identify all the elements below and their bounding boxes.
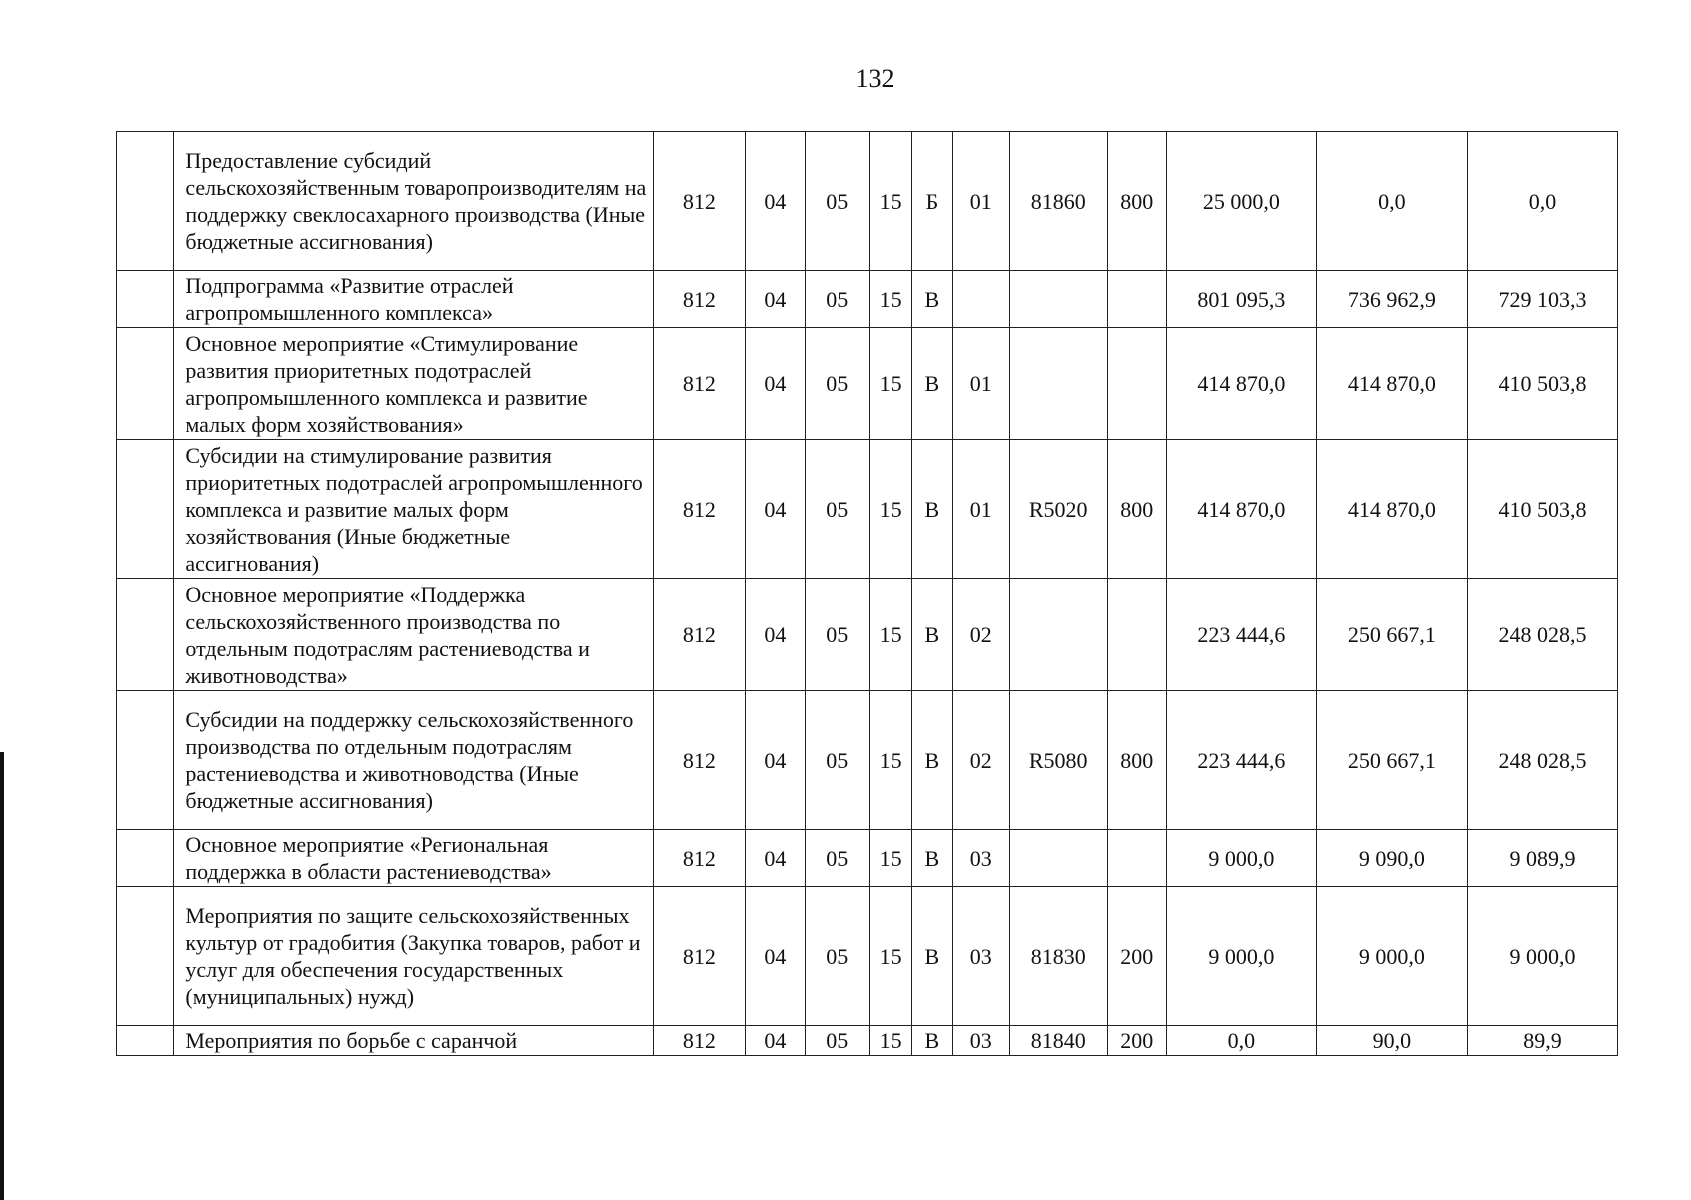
amount-year3-cell: 9 000,0: [1467, 887, 1617, 1026]
amount-year3-cell: 0,0: [1467, 132, 1617, 271]
section-code-cell: 04: [746, 691, 805, 830]
subsection-code-cell: 05: [805, 132, 869, 271]
expense-type-cell: [1107, 579, 1166, 691]
activity-code-cell: 02: [952, 579, 1009, 691]
subprogram-code-cell: Б: [912, 132, 952, 271]
amount-year2-cell: 414 870,0: [1316, 440, 1467, 579]
direction-code-cell: 81830: [1009, 887, 1107, 1026]
activity-code-cell: 01: [952, 132, 1009, 271]
amount-year2-cell: 90,0: [1316, 1026, 1467, 1056]
scan-edge-mark: [0, 752, 4, 1200]
subprogram-code-cell: В: [912, 440, 952, 579]
section-code-cell: 04: [746, 830, 805, 887]
direction-code-cell: R5080: [1009, 691, 1107, 830]
subprogram-code-cell: В: [912, 579, 952, 691]
budget-table: [116, 131, 1618, 1056]
amount-year1-cell: 223 444,6: [1166, 691, 1316, 830]
activity-code-cell: 03: [952, 1026, 1009, 1056]
subsection-code-cell: 05: [805, 691, 869, 830]
amount-year1-cell: 414 870,0: [1166, 440, 1316, 579]
direction-code-cell: [1009, 579, 1107, 691]
section-code-cell: 04: [746, 1026, 805, 1056]
amount-year1-cell: 0,0: [1166, 1026, 1316, 1056]
program-code-cell: 15: [869, 271, 911, 328]
amount-year3-cell: 9 089,9: [1467, 830, 1617, 887]
ministry-code-cell: 812: [653, 691, 746, 830]
row-number-cell: [117, 132, 174, 271]
subprogram-code-cell: В: [912, 1026, 952, 1056]
expense-type-cell: 800: [1107, 440, 1166, 579]
table-row: [117, 271, 1618, 328]
row-number-cell: [117, 579, 174, 691]
row-number-cell: [117, 887, 174, 1026]
expense-type-cell: [1107, 328, 1166, 440]
activity-code-cell: 03: [952, 887, 1009, 1026]
row-name-cell: Предоставление субсидий сельскохозяйственным товаропроизводителям на поддержку свеклосахарного производства (Иные бюджетные ассигнования): [174, 132, 653, 271]
expense-type-cell: [1107, 271, 1166, 328]
amount-year2-cell: 736 962,9: [1316, 271, 1467, 328]
subprogram-code-cell: В: [912, 691, 952, 830]
activity-code-cell: 01: [952, 440, 1009, 579]
activity-code-cell: 01: [952, 328, 1009, 440]
program-code-cell: 15: [869, 830, 911, 887]
row-name-cell: Основное мероприятие «Поддержка сельскохозяйственного производства по отдельным подотраслям растениеводства и животноводства»: [174, 579, 653, 691]
subprogram-code-cell: В: [912, 271, 952, 328]
amount-year1-cell: 9 000,0: [1166, 830, 1316, 887]
program-code-cell: 15: [869, 579, 911, 691]
activity-code-cell: [952, 271, 1009, 328]
direction-code-cell: [1009, 830, 1107, 887]
amount-year1-cell: 801 095,3: [1166, 271, 1316, 328]
amount-year1-cell: 223 444,6: [1166, 579, 1316, 691]
amount-year2-cell: 250 667,1: [1316, 691, 1467, 830]
table-row: [117, 887, 1618, 1026]
table-row: [117, 830, 1618, 887]
row-number-cell: [117, 691, 174, 830]
ministry-code-cell: 812: [653, 132, 746, 271]
row-name-cell: Основное мероприятие «Региональная поддержка в области растениеводства»: [174, 830, 653, 887]
section-code-cell: 04: [746, 887, 805, 1026]
section-code-cell: 04: [746, 579, 805, 691]
subprogram-code-cell: В: [912, 830, 952, 887]
table-row: [117, 1026, 1618, 1056]
activity-code-cell: 02: [952, 691, 1009, 830]
section-code-cell: 04: [746, 132, 805, 271]
amount-year1-cell: 25 000,0: [1166, 132, 1316, 271]
amount-year3-cell: 729 103,3: [1467, 271, 1617, 328]
subsection-code-cell: 05: [805, 887, 869, 1026]
section-code-cell: 04: [746, 328, 805, 440]
budget-table-body: [117, 132, 1618, 1056]
section-code-cell: 04: [746, 440, 805, 579]
table-row: [117, 440, 1618, 579]
amount-year3-cell: 248 028,5: [1467, 579, 1617, 691]
program-code-cell: 15: [869, 691, 911, 830]
amount-year3-cell: 410 503,8: [1467, 328, 1617, 440]
subsection-code-cell: 05: [805, 440, 869, 579]
amount-year2-cell: 414 870,0: [1316, 328, 1467, 440]
subprogram-code-cell: В: [912, 328, 952, 440]
subsection-code-cell: 05: [805, 271, 869, 328]
section-code-cell: 04: [746, 271, 805, 328]
ministry-code-cell: 812: [653, 579, 746, 691]
ministry-code-cell: 812: [653, 830, 746, 887]
expense-type-cell: 200: [1107, 887, 1166, 1026]
amount-year2-cell: 9 000,0: [1316, 887, 1467, 1026]
row-name-cell: Мероприятия по защите сельскохозяйственных культур от градобития (Закупка товаров, работ и услуг для обеспечения государственных (муниципальных) нужд): [174, 887, 653, 1026]
amount-year3-cell: 410 503,8: [1467, 440, 1617, 579]
amount-year3-cell: 89,9: [1467, 1026, 1617, 1056]
table-row: [117, 132, 1618, 271]
subsection-code-cell: 05: [805, 1026, 869, 1056]
table-row: [117, 328, 1618, 440]
page-number: 132: [855, 64, 895, 93]
expense-type-cell: 200: [1107, 1026, 1166, 1056]
subsection-code-cell: 05: [805, 579, 869, 691]
program-code-cell: 15: [869, 1026, 911, 1056]
row-number-cell: [117, 328, 174, 440]
row-name-cell: Субсидии на стимулирование развития приоритетных подотраслей агропромышленного комплекса и развитие малых форм хозяйствования (Иные бюджетные ассигнования): [174, 440, 653, 579]
row-number-cell: [117, 830, 174, 887]
direction-code-cell: [1009, 328, 1107, 440]
direction-code-cell: R5020: [1009, 440, 1107, 579]
amount-year1-cell: 9 000,0: [1166, 887, 1316, 1026]
row-number-cell: [117, 271, 174, 328]
program-code-cell: 15: [869, 887, 911, 1026]
table-row: [117, 579, 1618, 691]
table-row: [117, 691, 1618, 830]
ministry-code-cell: 812: [653, 328, 746, 440]
amount-year1-cell: 414 870,0: [1166, 328, 1316, 440]
row-name-cell: Основное мероприятие «Стимулирование развития приоритетных подотраслей агропромышленного комплекса и развитие малых форм хозяйствования»: [174, 328, 653, 440]
program-code-cell: 15: [869, 440, 911, 579]
amount-year2-cell: 0,0: [1316, 132, 1467, 271]
program-code-cell: 15: [869, 132, 911, 271]
expense-type-cell: 800: [1107, 691, 1166, 830]
direction-code-cell: 81860: [1009, 132, 1107, 271]
direction-code-cell: [1009, 271, 1107, 328]
row-number-cell: [117, 1026, 174, 1056]
ministry-code-cell: 812: [653, 440, 746, 579]
row-name-cell: Подпрограмма «Развитие отраслей агропромышленного комплекса»: [174, 271, 653, 328]
row-number-cell: [117, 440, 174, 579]
expense-type-cell: 800: [1107, 132, 1166, 271]
row-name-cell: Субсидии на поддержку сельскохозяйственного производства по отдельным подотраслям растениеводства и животноводства (Иные бюджетные ассигнования): [174, 691, 653, 830]
ministry-code-cell: 812: [653, 271, 746, 328]
expense-type-cell: [1107, 830, 1166, 887]
subprogram-code-cell: В: [912, 887, 952, 1026]
amount-year3-cell: 248 028,5: [1467, 691, 1617, 830]
amount-year2-cell: 9 090,0: [1316, 830, 1467, 887]
ministry-code-cell: 812: [653, 887, 746, 1026]
subsection-code-cell: 05: [805, 328, 869, 440]
ministry-code-cell: 812: [653, 1026, 746, 1056]
row-name-cell: Мероприятия по борьбе с саранчой: [174, 1026, 653, 1056]
activity-code-cell: 03: [952, 830, 1009, 887]
amount-year2-cell: 250 667,1: [1316, 579, 1467, 691]
program-code-cell: 15: [869, 328, 911, 440]
direction-code-cell: 81840: [1009, 1026, 1107, 1056]
subsection-code-cell: 05: [805, 830, 869, 887]
